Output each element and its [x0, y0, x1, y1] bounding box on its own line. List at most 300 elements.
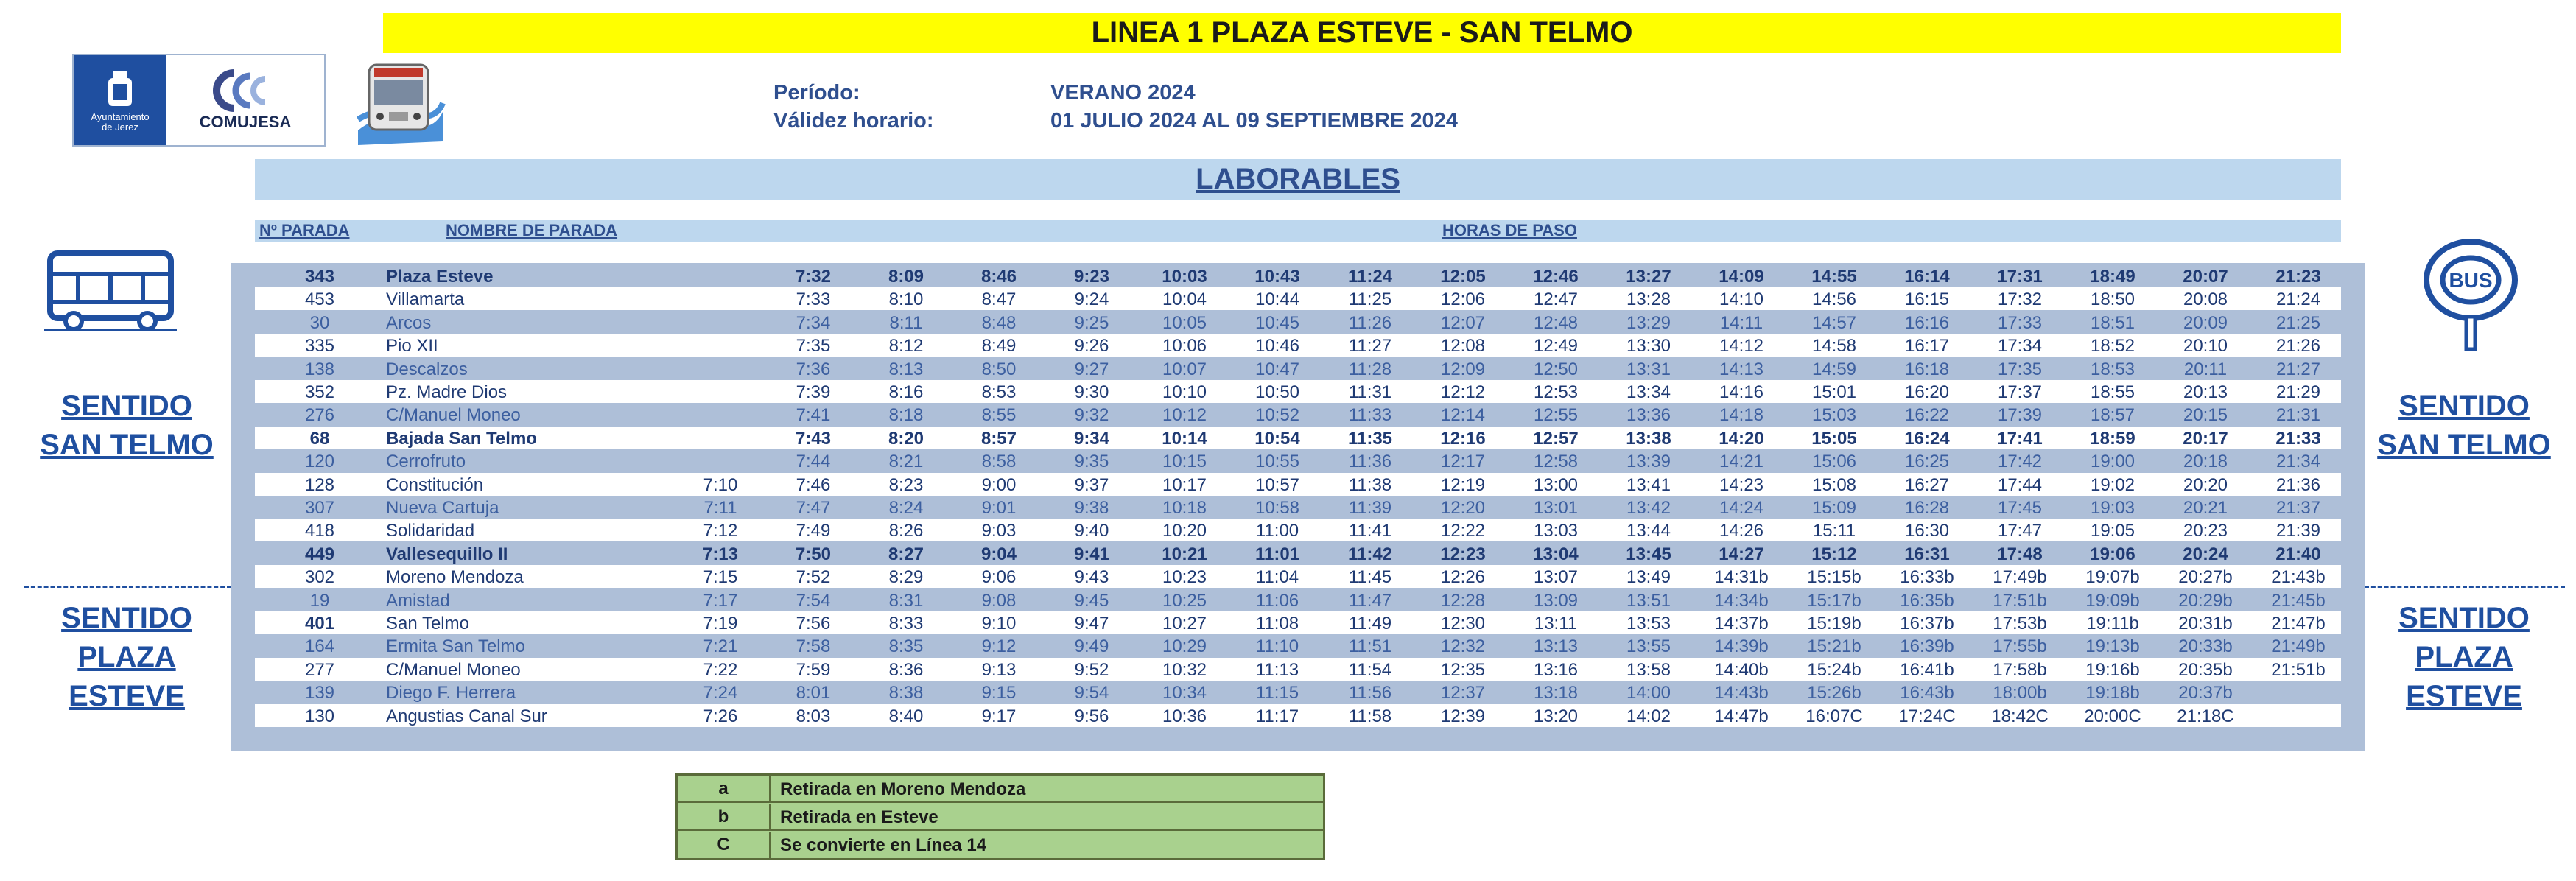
time-cell: 12:16 — [1440, 428, 1486, 449]
time-cell: 12:49 — [1533, 336, 1579, 357]
time-cell: 11:45 — [1348, 567, 1392, 588]
time-cell: 19:00 — [2090, 452, 2135, 472]
time-cell: 11:39 — [1348, 498, 1392, 518]
time-cell: 10:45 — [1254, 312, 1300, 333]
time-cell: 13:58 — [1626, 659, 1671, 680]
time-cell: 9:00 — [981, 474, 1017, 495]
time-cell: 12:57 — [1533, 428, 1579, 449]
sentido-plaza-esteve-left — [29, 599, 224, 716]
time-cell: 13:45 — [1626, 544, 1671, 564]
time-cell: 7:33 — [796, 289, 831, 310]
time-cell: 19:03 — [2090, 498, 2135, 518]
time-cell: 20:08 — [2183, 289, 2228, 310]
time-cell: 8:13 — [888, 359, 924, 379]
stop-name: Amistad — [386, 590, 450, 611]
time-cell: 13:53 — [1626, 614, 1671, 633]
time-cell: 9:40 — [1074, 521, 1109, 541]
time-cell: 17:45 — [1997, 498, 2043, 518]
time-cell: 8:49 — [981, 336, 1017, 357]
time-cell: 20:15 — [2183, 405, 2228, 426]
time-cell: 21:33 — [2275, 428, 2321, 449]
time-cell: 17:48 — [1997, 544, 2043, 564]
stop-name: Diego F. Herrera — [386, 683, 516, 703]
time-cell: 20:35b — [2178, 659, 2233, 680]
time-cell: 9:32 — [1074, 405, 1109, 426]
time-cell: 9:01 — [981, 498, 1017, 518]
time-cell: 9:15 — [981, 683, 1017, 703]
time-cell: 14:16 — [1719, 382, 1764, 402]
time-cell: 7:13 — [702, 544, 739, 564]
time-cell: 11:10 — [1255, 636, 1299, 657]
bus-stop-icon — [2421, 237, 2521, 355]
time-cell: 10:44 — [1254, 289, 1300, 310]
time-cell: 16:24 — [1904, 428, 1950, 449]
time-cell: 11:25 — [1348, 289, 1392, 310]
time-cell: 14:13 — [1719, 359, 1764, 379]
time-cell: 11:08 — [1255, 614, 1299, 633]
time-cell: 9:35 — [1074, 452, 1109, 472]
time-cell: 9:04 — [980, 544, 1017, 564]
time-cell: 11:56 — [1348, 683, 1392, 703]
stop-number: 401 — [304, 614, 335, 633]
table-row — [255, 542, 2341, 565]
time-cell: 9:26 — [1074, 336, 1109, 357]
time-cell: 11:38 — [1348, 474, 1392, 495]
time-cell: 12:08 — [1440, 336, 1486, 357]
time-cell: 17:32 — [1997, 289, 2043, 310]
side-line: ESTEVE — [69, 680, 185, 712]
time-cell: 20:31b — [2178, 614, 2233, 633]
time-cell: 20:07 — [2183, 267, 2228, 287]
side-line: ESTEVE — [2406, 680, 2522, 712]
time-cell: 21:18C — [2177, 706, 2234, 726]
time-cell: 9:24 — [1074, 289, 1109, 310]
time-cell: 17:55b — [1993, 636, 2047, 657]
time-cell: 10:03 — [1162, 267, 1207, 287]
side-line: SENTIDO — [61, 390, 192, 422]
time-cell: 14:09 — [1719, 267, 1764, 287]
time-cell: 14:43b — [1714, 683, 1769, 703]
time-cell: 9:08 — [981, 590, 1017, 611]
time-cell: 16:37b — [1900, 614, 1954, 633]
stop-name: Vallesequillo II — [386, 544, 508, 564]
time-cell: 12:58 — [1533, 452, 1579, 472]
time-cell: 19:16b — [2085, 659, 2140, 680]
time-cell: 9:38 — [1074, 498, 1109, 518]
time-cell: 10:27 — [1162, 614, 1207, 633]
time-cell: 16:43b — [1900, 683, 1954, 703]
time-cell: 16:20 — [1904, 382, 1950, 402]
time-cell: 21:31 — [2275, 405, 2321, 426]
time-cell: 12:17 — [1440, 452, 1486, 472]
time-cell: 7:11 — [703, 498, 737, 518]
time-cell: 9:52 — [1074, 659, 1109, 680]
stop-number: 277 — [304, 659, 335, 680]
time-cell: 14:39b — [1714, 636, 1769, 657]
header-nombre: NOMBRE DE PARADA — [446, 221, 618, 239]
time-cell: 14:37b — [1714, 614, 1769, 633]
time-cell: 15:09 — [1811, 498, 1857, 518]
table-row — [255, 449, 2341, 472]
time-cell: 16:28 — [1904, 498, 1950, 518]
time-cell: 11:58 — [1348, 706, 1392, 726]
stop-name: C/Manuel Moneo — [386, 405, 521, 426]
time-cell: 18:55 — [2090, 382, 2135, 402]
time-cell: 21:24 — [2275, 289, 2321, 310]
time-cell: 16:30 — [1904, 521, 1950, 541]
periodo-label: Período: — [773, 81, 860, 105]
time-cell: 8:09 — [888, 267, 924, 287]
time-cell: 8:20 — [888, 428, 924, 449]
time-cell: 9:43 — [1074, 567, 1109, 588]
stop-name: Bajada San Telmo — [386, 428, 537, 449]
time-cell: 19:02 — [2090, 474, 2135, 495]
stop-number: 335 — [304, 336, 335, 357]
time-cell: 17:34 — [1997, 336, 2043, 357]
side-line: SENTIDO — [2398, 390, 2530, 422]
time-cell: 21:29 — [2275, 382, 2321, 402]
time-cell: 15:05 — [1811, 428, 1857, 449]
table-row — [255, 473, 2341, 496]
time-cell: 13:41 — [1626, 474, 1671, 495]
time-cell: 11:35 — [1347, 428, 1393, 449]
time-cell: 13:29 — [1626, 312, 1671, 333]
time-cell: 7:12 — [703, 521, 738, 541]
time-cell: 7:59 — [796, 659, 831, 680]
stop-name: Ermita San Telmo — [386, 636, 525, 657]
validez-label: Válidez horario: — [773, 109, 934, 133]
time-cell: 7:47 — [796, 498, 831, 518]
time-cell: 21:49b — [2271, 636, 2326, 657]
stop-number: 449 — [304, 544, 335, 564]
time-cell: 11:13 — [1255, 659, 1299, 680]
time-cell: 13:03 — [1533, 521, 1579, 541]
stop-number: 352 — [304, 382, 335, 402]
time-cell: 20:21 — [2183, 498, 2228, 518]
time-cell: 8:18 — [888, 405, 924, 426]
time-cell: 9:54 — [1074, 683, 1109, 703]
time-cell: 21:37 — [2275, 498, 2321, 518]
time-cell: 12:37 — [1440, 683, 1486, 703]
stop-name: Solidaridad — [386, 521, 475, 541]
time-cell: 17:49b — [1993, 567, 2047, 588]
table-row — [255, 611, 2341, 634]
stop-number: 418 — [304, 521, 335, 541]
time-cell: 15:26b — [1807, 683, 1861, 703]
time-cell: 7:35 — [796, 336, 831, 357]
time-cell: 13:16 — [1533, 659, 1579, 680]
time-cell: 17:37 — [1997, 382, 2043, 402]
time-cell: 15:12 — [1811, 544, 1857, 564]
time-cell: 10:36 — [1162, 706, 1207, 726]
legend-table — [675, 773, 1325, 860]
time-cell: 8:27 — [888, 544, 924, 564]
time-cell: 21:34 — [2275, 452, 2321, 472]
time-cell: 11:36 — [1348, 452, 1392, 472]
time-cell: 18:59 — [2090, 428, 2135, 449]
time-cell: 17:42 — [1997, 452, 2043, 472]
time-cell: 7:24 — [703, 683, 738, 703]
time-cell: 13:55 — [1626, 636, 1671, 657]
time-cell: 11:06 — [1255, 590, 1299, 611]
time-cell: 21:47b — [2271, 614, 2326, 633]
time-cell: 7:52 — [796, 567, 831, 588]
time-cell: 10:54 — [1254, 428, 1300, 449]
time-cell: 13:51 — [1626, 590, 1671, 611]
time-cell: 8:01 — [796, 683, 831, 703]
time-cell: 15:03 — [1811, 405, 1857, 426]
time-cell: 7:44 — [796, 452, 831, 472]
time-cell: 8:11 — [889, 312, 923, 333]
stop-name: Constitución — [386, 474, 484, 495]
time-cell: 14:34b — [1714, 590, 1769, 611]
time-cell: 15:24b — [1807, 659, 1861, 680]
header-parada: Nº PARADA — [259, 221, 350, 239]
time-cell: 11:28 — [1348, 359, 1392, 379]
time-cell: 13:18 — [1533, 683, 1579, 703]
time-cell: 8:03 — [796, 706, 831, 726]
time-cell: 9:17 — [981, 706, 1017, 726]
time-cell: 12:39 — [1440, 706, 1486, 726]
table-row — [255, 496, 2341, 519]
time-cell: 9:06 — [981, 567, 1017, 588]
time-cell: 7:56 — [796, 614, 831, 633]
time-cell: 7:49 — [796, 521, 831, 541]
jerez-line2: de Jerez — [102, 122, 138, 133]
time-cell: 18:57 — [2090, 405, 2135, 426]
logos — [72, 54, 326, 147]
time-cell: 11:49 — [1348, 614, 1392, 633]
time-cell: 15:19b — [1807, 614, 1861, 633]
time-cell: 7:17 — [703, 590, 738, 611]
time-cell: 10:47 — [1254, 359, 1300, 379]
time-cell: 20:29b — [2178, 590, 2233, 611]
time-cell: 12:48 — [1533, 312, 1579, 333]
time-cell: 16:35b — [1900, 590, 1954, 611]
time-cell: 12:07 — [1440, 312, 1486, 333]
time-cell: 11:17 — [1255, 706, 1299, 726]
time-cell: 8:23 — [888, 474, 924, 495]
time-cell: 19:07b — [2085, 567, 2140, 588]
time-cell: 21:39 — [2275, 521, 2321, 541]
time-cell: 13:20 — [1533, 706, 1579, 726]
time-cell: 12:22 — [1440, 521, 1486, 541]
time-cell: 12:12 — [1440, 382, 1486, 402]
time-cell: 20:24 — [2183, 544, 2228, 564]
time-cell: 8:36 — [888, 659, 924, 680]
time-cell: 18:51 — [2090, 312, 2135, 333]
time-cell: 14:40b — [1714, 659, 1769, 680]
time-cell: 10:12 — [1162, 405, 1207, 426]
table-row — [255, 427, 2341, 449]
time-cell: 17:58b — [1993, 659, 2047, 680]
time-cell: 20:09 — [2183, 312, 2228, 333]
time-cell: 13:04 — [1533, 544, 1579, 564]
time-cell: 21:45b — [2271, 590, 2326, 611]
side-line: SENTIDO — [61, 602, 192, 634]
time-cell: 12:05 — [1440, 267, 1486, 287]
stop-name: San Telmo — [386, 614, 469, 633]
side-line: PLAZA — [77, 641, 176, 673]
time-cell: 17:31 — [1997, 267, 2043, 287]
time-cell: 13:42 — [1626, 498, 1671, 518]
time-cell: 15:06 — [1811, 452, 1857, 472]
time-cell: 19:18b — [2085, 683, 2140, 703]
stop-name: Cerrofruto — [386, 452, 466, 472]
time-cell: 7:22 — [703, 659, 738, 680]
time-cell: 10:04 — [1162, 289, 1207, 310]
time-cell: 8:33 — [888, 614, 924, 633]
time-cell: 14:58 — [1811, 336, 1857, 357]
time-cell: 11:01 — [1254, 544, 1300, 564]
time-cell: 14:31b — [1714, 567, 1769, 588]
time-cell: 10:15 — [1162, 452, 1207, 472]
stop-number: 120 — [304, 452, 335, 472]
time-cell: 13:13 — [1533, 636, 1579, 657]
time-cell: 15:15b — [1807, 567, 1861, 588]
time-cell: 8:29 — [888, 567, 924, 588]
time-cell: 20:33b — [2178, 636, 2233, 657]
time-cell: 21:27 — [2275, 359, 2321, 379]
time-cell: 13:01 — [1533, 498, 1579, 518]
stop-number: 307 — [304, 498, 335, 518]
time-cell: 9:41 — [1073, 544, 1110, 564]
time-cell: 12:28 — [1440, 590, 1486, 611]
time-cell: 7:36 — [796, 359, 831, 379]
table-row — [255, 403, 2341, 426]
time-cell: 13:31 — [1626, 359, 1671, 379]
time-cell: 8:48 — [981, 312, 1017, 333]
time-cell: 14:11 — [1719, 312, 1763, 333]
stop-name: Plaza Esteve — [386, 267, 494, 287]
bus-side-icon — [44, 250, 177, 333]
time-cell: 9:49 — [1074, 636, 1109, 657]
time-cell: 14:59 — [1811, 359, 1857, 379]
time-cell: 17:41 — [1997, 428, 2043, 449]
time-cell: 9:47 — [1074, 614, 1109, 633]
time-cell: 11:27 — [1348, 336, 1392, 357]
time-cell: 16:25 — [1904, 452, 1950, 472]
time-cell: 7:41 — [796, 405, 831, 426]
time-cell: 13:09 — [1533, 590, 1579, 611]
time-cell: 12:19 — [1440, 474, 1486, 495]
ayuntamiento-logo — [74, 55, 166, 145]
time-cell: 19:05 — [2090, 521, 2135, 541]
time-cell: 8:38 — [888, 683, 924, 703]
time-cell: 11:42 — [1347, 544, 1393, 564]
time-cell: 14:55 — [1811, 267, 1857, 287]
time-cell: 13:11 — [1534, 614, 1578, 633]
stop-number: 138 — [304, 359, 335, 379]
time-cell: 10:17 — [1162, 474, 1207, 495]
table-row — [255, 334, 2341, 357]
time-cell: 12:14 — [1440, 405, 1486, 426]
time-cell: 12:55 — [1533, 405, 1579, 426]
time-cell: 13:30 — [1626, 336, 1671, 357]
comujesa-logo — [166, 55, 324, 145]
time-cell: 12:46 — [1533, 267, 1579, 287]
stop-name: Arcos — [386, 312, 432, 333]
validez-value: 01 JULIO 2024 AL 09 SEPTIEMBRE 2024 — [1050, 109, 1458, 133]
time-cell: 16:33b — [1900, 567, 1954, 588]
time-cell: 20:27b — [2178, 567, 2233, 588]
time-cell: 13:49 — [1626, 567, 1671, 588]
page-title: LINEA 1 PLAZA ESTEVE - SAN TELMO — [383, 13, 2341, 53]
time-cell: 21:23 — [2275, 267, 2321, 287]
time-cell: 8:53 — [981, 382, 1017, 402]
time-cell: 14:23 — [1719, 474, 1764, 495]
time-cell: 19:13b — [2085, 636, 2140, 657]
time-cell: 20:17 — [2183, 428, 2228, 449]
time-cell: 16:39b — [1900, 636, 1954, 657]
time-cell: 8:12 — [888, 336, 924, 357]
time-cell: 10:21 — [1162, 544, 1207, 564]
time-cell: 9:03 — [981, 521, 1017, 541]
table-row — [255, 589, 2341, 611]
stop-name: Moreno Mendoza — [386, 567, 524, 588]
time-cell: 7:34 — [796, 312, 831, 333]
time-cell: 11:15 — [1255, 683, 1299, 703]
time-cell: 10:23 — [1162, 567, 1207, 588]
time-cell: 9:25 — [1074, 312, 1109, 333]
legend-row — [678, 776, 1323, 803]
time-cell: 12:26 — [1440, 567, 1486, 588]
time-cell: 16:41b — [1900, 659, 1954, 680]
time-cell: 12:35 — [1440, 659, 1486, 680]
time-cell: 7:32 — [795, 267, 832, 287]
time-cell: 14:47b — [1714, 706, 1769, 726]
time-cell: 16:16 — [1904, 312, 1950, 333]
time-cell: 21:51b — [2271, 659, 2326, 680]
time-cell: 11:24 — [1347, 267, 1393, 287]
time-cell: 8:21 — [888, 452, 924, 472]
time-cell: 16:31 — [1904, 544, 1950, 564]
time-cell: 11:41 — [1348, 521, 1392, 541]
time-cell: 12:06 — [1440, 289, 1486, 310]
time-cell: 11:47 — [1348, 590, 1392, 611]
time-cell: 17:35 — [1997, 359, 2043, 379]
stop-name: Nueva Cartuja — [386, 498, 499, 518]
time-cell: 19:11b — [2086, 614, 2139, 633]
time-cell: 18:50 — [2090, 289, 2135, 310]
time-cell: 8:57 — [980, 428, 1017, 449]
time-cell: 8:24 — [888, 498, 924, 518]
legend-text: Retirada en Esteve — [780, 807, 938, 827]
bus-front-icon — [351, 60, 446, 149]
time-cell: 13:00 — [1533, 474, 1579, 495]
time-cell: 17:51b — [1993, 590, 2047, 611]
time-cell: 11:00 — [1255, 521, 1299, 541]
time-cell: 16:15 — [1904, 289, 1950, 310]
time-cell: 14:57 — [1811, 312, 1857, 333]
legend-key: a — [678, 776, 771, 801]
time-cell: 10:34 — [1162, 683, 1207, 703]
time-cell: 17:24C — [1898, 706, 1956, 726]
time-cell: 21:26 — [2275, 336, 2321, 357]
time-cell: 17:33 — [1997, 312, 2043, 333]
time-cell: 13:34 — [1626, 382, 1671, 402]
time-cell: 7:46 — [796, 474, 831, 495]
time-cell: 9:13 — [981, 659, 1017, 680]
time-cell: 20:18 — [2183, 452, 2228, 472]
time-cell: 10:43 — [1254, 267, 1300, 287]
time-cell: 18:00b — [1993, 683, 2047, 703]
jerez-line1: Ayuntamiento — [91, 111, 150, 122]
divider-left — [24, 586, 231, 588]
stop-name: Pz. Madre Dios — [386, 382, 508, 402]
time-cell: 21:36 — [2275, 474, 2321, 495]
stop-number: 302 — [304, 567, 335, 588]
